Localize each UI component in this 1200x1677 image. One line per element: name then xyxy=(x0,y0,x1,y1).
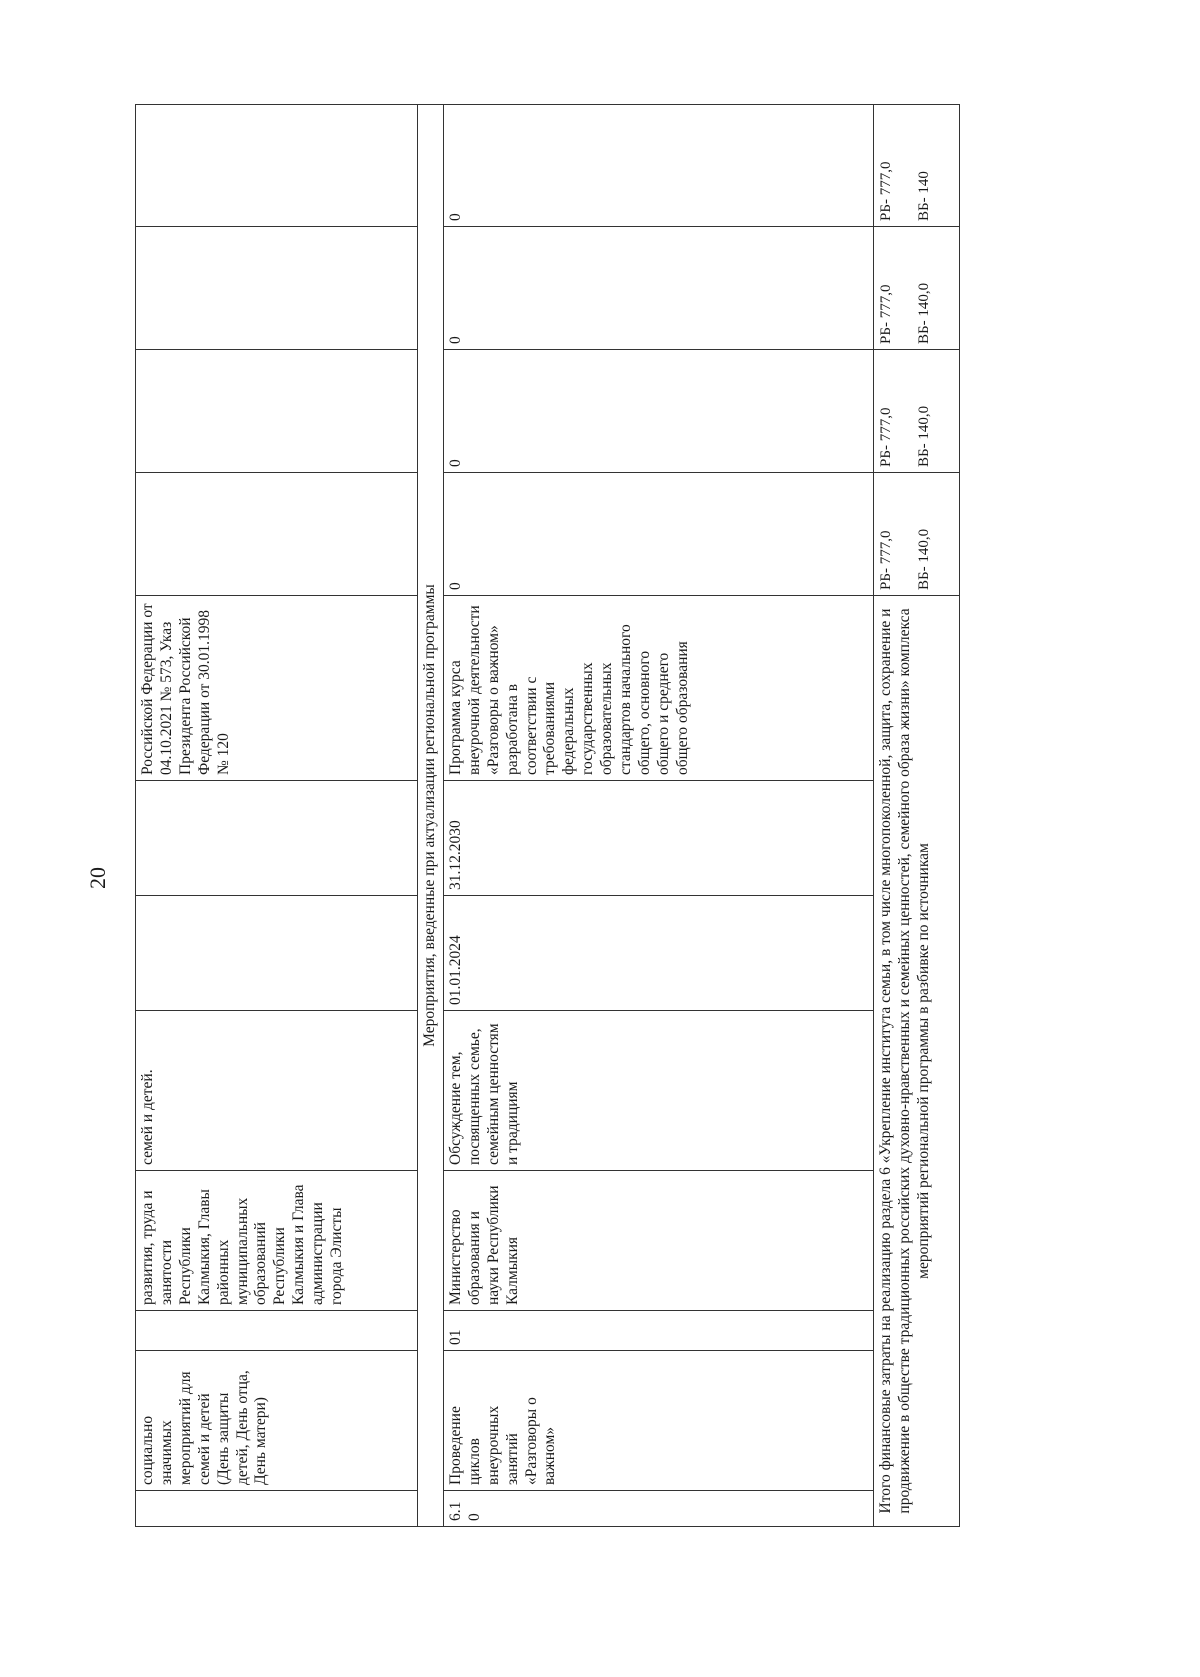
section-header-row xyxy=(418,105,444,1527)
total-row xyxy=(873,105,959,1527)
total-vb: ВБ- 140,0 xyxy=(916,405,933,467)
cell-number xyxy=(136,1491,418,1527)
cell-value: 0 xyxy=(443,350,873,473)
cell-total xyxy=(873,350,959,473)
cell-value: 0 xyxy=(443,105,873,227)
cell-result: Обсуждение тем, посвященных семье, семейным ценностям и традициям xyxy=(443,1011,873,1171)
cell-value xyxy=(136,473,418,596)
total-vb: ВБ- 140,0 xyxy=(916,282,933,344)
cell-responsible: Министерство образования и науки Республики Калмыкия xyxy=(443,1171,873,1311)
cell-end: 31.12.2030 xyxy=(443,781,873,896)
total-rb: РБ- 777,0 xyxy=(877,161,894,221)
cell-value xyxy=(136,350,418,473)
cell-value xyxy=(136,105,418,227)
cell-total xyxy=(873,473,959,596)
page-number: 20 xyxy=(85,867,110,889)
total-rb: РБ- 777,0 xyxy=(877,530,894,590)
cell-name: Проведение циклов внеурочных занятий «Разговоры о важном» xyxy=(443,1351,873,1491)
cell-end xyxy=(136,781,418,896)
cell-value xyxy=(136,227,418,350)
program-table xyxy=(135,104,960,1527)
table-row xyxy=(443,105,873,1527)
cell-name: социально значимых мероприятий для семей и детей (День защиты детей, День отца, День матери) xyxy=(136,1351,418,1491)
cell-start xyxy=(136,896,418,1011)
total-vb: ВБ- 140,0 xyxy=(916,528,933,590)
cell-code: 01 xyxy=(443,1311,873,1351)
cell-number: 6.10 xyxy=(443,1491,873,1527)
total-label: Итого финансовые затраты на реализацию раздела 6 «Укрепление института семьи, в том числе многопоколенной, защита, сохранение и продвижение в обществе традиционных российских духовно-нравственных и семейных ценностей, семейного образа жизни» комплекса мероприятий региональной программы в разбивке по источникам xyxy=(873,596,959,1527)
total-vb: ВБ- 140 xyxy=(916,171,933,221)
cell-basis: Программа курса внеурочной деятельности «Разговоры о важном» разработана в соответствии с требованиями федеральных государственных образовательных стандартов начального общего, основного общего и среднего общего образования xyxy=(443,596,873,781)
cell-responsible: развития, труда и занятости Республики Калмыкия, Главы районных муниципальных образований Республики Калмыкия и Глава администрации города Элисты xyxy=(136,1171,418,1311)
table-row xyxy=(136,105,418,1527)
total-rb: РБ- 777,0 xyxy=(877,284,894,344)
total-rb: РБ- 777,0 xyxy=(877,407,894,467)
cell-start: 01.01.2024 xyxy=(443,896,873,1011)
cell-basis: Российской Федерации от 04.10.2021 № 573, Указ Президента Российской Федерации от 30.01.1998 № 120 xyxy=(136,596,418,781)
cell-result: семей и детей. xyxy=(136,1011,418,1171)
section-header: Мероприятия, введенные при актуализации региональной программы xyxy=(418,105,444,1527)
cell-code xyxy=(136,1311,418,1351)
cell-total xyxy=(873,227,959,350)
cell-total xyxy=(873,105,959,227)
cell-value: 0 xyxy=(443,227,873,350)
cell-value: 0 xyxy=(443,473,873,596)
